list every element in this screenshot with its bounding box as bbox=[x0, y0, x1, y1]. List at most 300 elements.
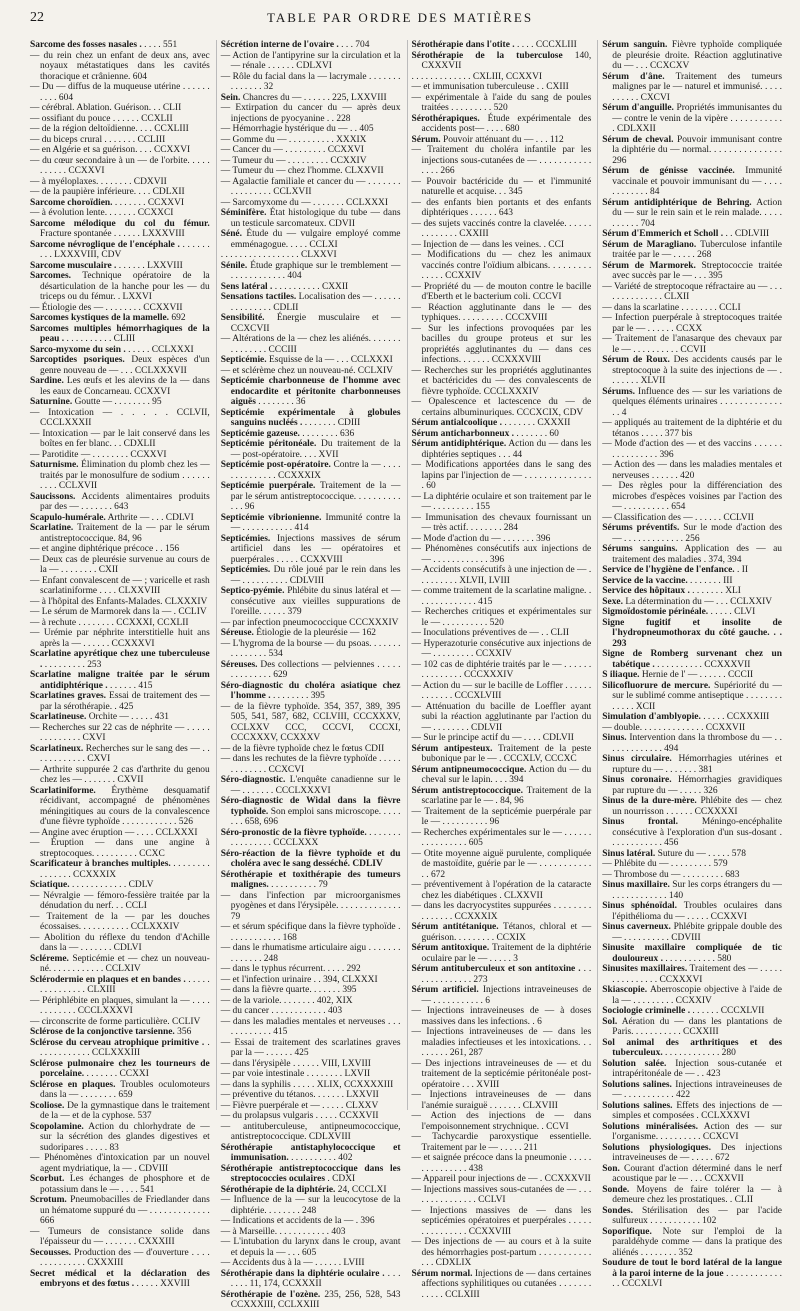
index-term: Sérothérapie dans l'otite . bbox=[411, 40, 515, 50]
index-term: Sinus maxillaire. bbox=[602, 880, 670, 890]
index-term-detail: Aération du — dans les plantations de Paris. . . . . . . . . . . CCXXIII bbox=[612, 1016, 782, 1037]
index-subentry: — des sujets vaccinés contre la clavelée. . . . . . . . . . . . . . CXXIII bbox=[411, 218, 592, 239]
index-term-detail: . . . . . . . . . . . . CCLXXXIII bbox=[40, 1037, 210, 1058]
index-term-detail: Goutte — . . . . . . . . 95 bbox=[72, 397, 162, 407]
index-term-detail: . CDXI bbox=[325, 1174, 356, 1184]
index-term: Sens latéral . bbox=[220, 281, 273, 292]
index-entry-heading bbox=[30, 355, 210, 376]
index-entry-heading bbox=[602, 880, 782, 901]
index-term: Sérothérapie de la tuberculose bbox=[411, 50, 563, 61]
index-entry-heading bbox=[221, 208, 401, 229]
index-entry-heading bbox=[412, 964, 592, 985]
index-term: Séro-diagnostic de Widal dans la fièvre typhoïde. bbox=[220, 796, 401, 817]
index-subentry: — du biceps crural . . . . . . . CCLIII bbox=[30, 134, 166, 145]
index-term-detail: Recherches sur le sang des — . . . . . . . . . . . . CXVI bbox=[40, 743, 210, 764]
index-term-detail: . . . . CCCXLIII bbox=[514, 40, 577, 50]
index-entry-heading bbox=[221, 1185, 401, 1196]
index-term-detail: Hernie de l' — . . . . . . CCCII bbox=[639, 670, 754, 680]
index-entry-heading bbox=[602, 985, 782, 1006]
index-term-detail: . . . . . . . . . . . . . . . . CCCLXXX bbox=[230, 827, 401, 848]
index-term: Signe de Romberg survenant chez un tabétique . bbox=[602, 649, 782, 670]
index-subentry: — de la fièvre typhoïde. 354, 357, 389, 395 505, 541, 587, 682, CCLVIII, CCCXXXV, CCLXXV CCC, CCCVI, CCCXI, CCCXXXV, CCXXXV bbox=[220, 701, 401, 743]
index-term-detail: Propriétés immunisantes du — contre le venin de la vipère . . . . . . . . . . . . CDLXXII bbox=[612, 103, 782, 134]
index-term: Sarcomes kystiques de la mamelle. bbox=[30, 313, 170, 323]
index-subentry: — Thrombose du — . . . . . . . . . 683 bbox=[602, 869, 740, 880]
index-entry-heading bbox=[602, 40, 782, 72]
index-subentry: — Des injections intraveineuses de — et du traitement de la septicémie péritonéale post-opératoire . . . XVIII bbox=[411, 1058, 592, 1090]
index-subentry: — de la région deltoïdienne. . . . CCXLIII bbox=[30, 124, 189, 134]
index-subentry: — Des règles pour la différenciation des microbes d'espèces voisines par l'action des — . . . . . . . . . . 654 bbox=[602, 481, 782, 512]
index-entry-heading bbox=[221, 681, 401, 702]
index-subentry: — Pouvoir bactéricide du — et l'immunité naturelle et acquise. . . 345 bbox=[411, 176, 592, 197]
index-term-detail: . . . . . . . . . . . . . 273 bbox=[421, 964, 592, 985]
index-entry-heading bbox=[602, 166, 782, 198]
index-term: Sinus frontal. bbox=[602, 817, 679, 827]
index-subentry: — à évolution lente. . . . . . . CCXXCI bbox=[30, 208, 174, 218]
index-term-detail: Production des — d'ouverture . . . . . . . . . . . . . . CXXXIII bbox=[40, 1247, 210, 1268]
index-entry-heading bbox=[30, 1269, 210, 1290]
index-entry-heading bbox=[30, 523, 210, 544]
index-entry-heading bbox=[602, 523, 782, 544]
index-term: Sérum d'anguille. bbox=[602, 103, 674, 113]
index-subentry: — La diphtérie oculaire et son traitement par le — . . . . . . . . . 155 bbox=[411, 491, 592, 512]
index-term: Sinus circulaire. bbox=[602, 754, 672, 764]
index-term: Sein. bbox=[220, 92, 241, 103]
index-subentry: — Traitement du choléra infantile par les injections sous-cutanées de — . . . . . . . . . . . . . . . 266 bbox=[411, 145, 592, 176]
index-term-detail: Stérilisation des — par l'acide sulfureux . . . . . . . . . . . 102 bbox=[612, 1205, 782, 1226]
index-term-detail: État histologique du tube — dans un testicule sarcomateux. CDVII bbox=[230, 208, 401, 229]
index-subentry: — Rôle du facial dans la — lacrymale . . . . . . . . . . . . . . 32 bbox=[220, 71, 401, 92]
index-entry-heading bbox=[602, 586, 782, 597]
index-term-detail: Esquisse de la — . . . CCLXXXI bbox=[266, 355, 393, 365]
index-term: Sénile. bbox=[220, 260, 248, 271]
index-subentry: — du cancer . . . . . . . . . . . . 403 bbox=[220, 1006, 343, 1016]
index-term-detail: Des injections intraveineuses de — . . . . . 672 bbox=[612, 1142, 783, 1163]
index-term: Sinusites maxillaires. bbox=[602, 964, 688, 974]
index-subentry: — Classification des — . . . . . . CCLVII bbox=[602, 512, 754, 523]
index-subentry: — appliqués au traitement de la diphtérie et du tétanos . . . . . 377 bis bbox=[602, 418, 782, 439]
index-term: Sensibilité. bbox=[220, 313, 265, 323]
index-term-detail: Sur le mode d'action des — . . . . . . . . . . . . . 256 bbox=[612, 523, 782, 544]
index-term-detail: Injection sous-cutanée et intrapéritonéale de — . . 423 bbox=[612, 1058, 782, 1079]
index-term-detail: Action du chlorhydrate de — sur la sécrétion des glandes digestives et sudoripares . . . . . 83 bbox=[40, 1121, 210, 1153]
index-term-detail: Phlébite des — chez un nourrisson . . . . . . CCXXXXI bbox=[612, 796, 782, 817]
index-term-detail: . . . . . CCLXXXI bbox=[125, 344, 194, 355]
index-term: Sérum de cheval. bbox=[602, 134, 674, 145]
index-term-detail: Injections intraveineuses de — . . . . . . . . . . . 6 bbox=[421, 985, 592, 1006]
index-subentry: — Accidents dus à la — . . . . . . LVIII bbox=[220, 1258, 365, 1268]
index-term: Sarcome choroïdien. bbox=[30, 197, 113, 208]
index-term: Silicofluorure de mercure. bbox=[602, 680, 711, 691]
index-term-detail: . II bbox=[734, 565, 748, 575]
index-subentry: — L'intubation du larynx dans le croup, avant et depuis la — . . . 605 bbox=[220, 1237, 401, 1258]
index-term: Solutions salines. bbox=[602, 1079, 672, 1090]
index-subentry: — Urémie par néphrite interstitielle huit ans après la — . . . . . . CCXXXVI bbox=[30, 628, 210, 649]
index-entry-heading bbox=[602, 775, 782, 796]
index-entry-heading bbox=[221, 376, 401, 408]
index-subentry: — Sur le principe actif du — . . . . CDLVII bbox=[411, 733, 574, 743]
index-entry-heading bbox=[30, 859, 210, 880]
index-term-detail: . . . . . . . . 636 bbox=[299, 428, 355, 439]
index-entry-heading bbox=[602, 544, 782, 565]
index-entry-heading bbox=[30, 1038, 210, 1059]
index-term: Scrotum. bbox=[30, 1195, 67, 1205]
index-entry-heading bbox=[221, 1269, 401, 1290]
index-entry-heading bbox=[221, 628, 401, 639]
index-subentry: — Action du — sur le bacille de Loffler . . . . . . . . . . . . . CCCXLVIII bbox=[411, 680, 592, 701]
index-entry-heading bbox=[602, 901, 782, 922]
index-term: Septicémie puerpérale. bbox=[220, 481, 316, 491]
index-entry-heading bbox=[602, 817, 782, 849]
index-term-detail: . . . . . . CCCXLVII bbox=[690, 1006, 765, 1016]
index-term: Sérum antituberculeux et son antitoxine . bbox=[411, 964, 581, 974]
index-term: Séro-diagnostic. bbox=[220, 775, 286, 785]
index-entry-heading bbox=[221, 1164, 401, 1185]
index-term: Sclérose en plaques. bbox=[30, 1079, 116, 1090]
index-term-detail: Traitement des tumeurs malignes par le — naturel et immunisé. . . . . . . . . . . CXCVI bbox=[612, 71, 782, 103]
index-subentry: — Traitement de l'anasarque des chevaux par le — . . . . . . . . . . CCVII bbox=[602, 334, 782, 355]
index-term: Septicémies. bbox=[220, 533, 271, 544]
index-term-detail: Pneumobacilles de Friedlander dans un hématome suppuré du — . . . . . . . . . . . . . 666 bbox=[40, 1195, 210, 1226]
index-term-detail: . . . . . . . 11, 174, CCXXXII bbox=[230, 1268, 401, 1289]
index-subentry: — Mode d'action des — et des vaccins . . . . . . . . . . . . . . . . 396 bbox=[602, 439, 782, 460]
index-subentry: — par infection pneumococcique CCCXXXIV bbox=[220, 617, 399, 628]
index-term-detail: . . . . . . LXXVIII bbox=[116, 260, 183, 271]
index-subentry: — préventivement à l'opération de la cataracte chez les diabétiques . CLXXVII bbox=[411, 880, 592, 901]
index-subentry: — Fièvre puerpérale et — . . . . . CLXXV bbox=[220, 1100, 379, 1111]
index-entry-heading bbox=[602, 240, 782, 261]
index-entry-heading bbox=[602, 649, 782, 670]
index-term-detail: Essai de traitement des — par la sérothérapie. . 425 bbox=[40, 691, 210, 712]
index-entry-heading bbox=[30, 492, 210, 513]
index-term: Septicémie péritonéale. bbox=[220, 439, 317, 449]
index-term-detail: Moyens de faire tolérer la — à demeure chez les prostatiques. . CLII bbox=[612, 1184, 782, 1205]
index-entry-heading bbox=[602, 1143, 782, 1164]
index-term-detail: Étiologie de la pleurésie — 162 bbox=[253, 628, 377, 638]
index-term: Sécrétion interne de l'ovaire . bbox=[220, 40, 339, 50]
index-term: Sérums. bbox=[602, 386, 636, 397]
index-entry-heading bbox=[221, 870, 401, 891]
index-entry-heading bbox=[602, 681, 782, 713]
index-term: Sarcome névroglique de l'encéphale . bbox=[30, 239, 180, 250]
index-term: Sérum de Roux. bbox=[602, 355, 670, 365]
index-term: Solution salée. bbox=[602, 1058, 667, 1069]
index-entry-heading bbox=[30, 786, 210, 828]
index-term-detail: . . . . . . . . . . . . . . . CLXIII bbox=[40, 974, 210, 995]
index-subentry: — Influence de la — sur la leucocytose de la diphtérie. . . . . . . . 248 bbox=[220, 1195, 401, 1216]
index-term: Sociologie criminelle . bbox=[602, 1006, 691, 1016]
index-subentry: — et angine diphtérique précoce . . 156 bbox=[30, 544, 180, 554]
index-term-detail: Accidents alimentaires produits par des — . . . . . . . 643 bbox=[40, 491, 210, 512]
index-term: Septicémies. bbox=[220, 565, 271, 575]
index-entry-heading bbox=[412, 985, 592, 1006]
index-subentry: — du prolapsus vulgaris . . . . . CCXXVII bbox=[220, 1111, 379, 1121]
index-term: Sérothérapie antistaphylococcique et immunisation. bbox=[220, 1142, 401, 1163]
index-term-detail: 692 bbox=[169, 313, 186, 323]
index-term: Sérum d'Emmerich et Scholl . bbox=[602, 229, 724, 239]
index-term-detail: Les échanges de phosphore et de potassium dans le — . . . . 541 bbox=[40, 1174, 210, 1195]
index-term: Sexe. bbox=[602, 596, 623, 607]
index-subentry: — à l'hôpital des Enfants-Malades. CLXXXIV bbox=[30, 596, 208, 607]
index-subentry: — ossifiant du pouce . . . . . . CCXLII bbox=[30, 113, 173, 124]
index-columns bbox=[30, 40, 783, 1310]
index-term: Sol animal des arthritiques et des tuberculeux. bbox=[602, 1037, 782, 1058]
index-term: Sciatique. bbox=[30, 880, 70, 890]
index-term-detail: . . . . . . . CXXXII bbox=[501, 418, 571, 428]
index-entry-heading bbox=[30, 460, 210, 492]
index-subentry: — dans les dacryocystites suppurées . . . . . . . . . . . . . . . CCXXXIX bbox=[411, 901, 592, 922]
index-term: Septicémie post-opératoire. bbox=[220, 460, 331, 470]
index-term-detail: . . . . . CCXXXIII bbox=[700, 712, 770, 722]
index-term-detail: Effets des injections de — simples et composées . CCLXXXVI bbox=[612, 1100, 782, 1121]
index-term: Scléreme. bbox=[30, 953, 69, 964]
index-subentry: — Enfant convalescent de — ; varicelle et rash scarlatiniforme . . . . CLXXVIII bbox=[30, 575, 210, 596]
index-entry-heading bbox=[221, 775, 401, 796]
index-entry-heading bbox=[30, 1248, 210, 1269]
index-term: Sérothérapie dans la diphtérie oculaire . bbox=[220, 1268, 385, 1279]
index-term: Solutions physiologiques. bbox=[602, 1142, 711, 1153]
index-subentry: — Action de l'antipyrine sur la circulation et la — rénale . . . . . . CDLXVI bbox=[220, 50, 401, 71]
index-entry-heading bbox=[412, 922, 592, 943]
index-term-detail: Traitement de la peste bubonique par le — . CCCXLV, CCCXC bbox=[421, 743, 592, 764]
index-entry-heading bbox=[602, 1122, 782, 1143]
index-subentry: — Recherches critiques et expérimentales sur le — . . . . . . . . . . 520 bbox=[411, 607, 592, 628]
index-entry-heading bbox=[221, 313, 401, 334]
index-subentry: — Du — diffus de la muqueuse utérine . . . . . . . . . . 604 bbox=[30, 82, 210, 103]
index-subentry: — Traitement de la septicémie puerpérale par le — . . . . . . . . . . 96 bbox=[411, 806, 592, 827]
index-subentry: — 102 cas de diphtérie traités par le — . . . . . . . . . . . . . . . CCCXXXIV bbox=[411, 659, 592, 680]
index-term-detail: 140, CXXXVII bbox=[421, 50, 592, 71]
index-term: Sinusite maxillaire compliquée de tic douloureux . bbox=[602, 943, 782, 964]
index-term: Sarcomes multiples hémorrhagiques de la peau . bbox=[30, 323, 210, 344]
index-term: Sclérose du cerveau atrophique primitive . bbox=[30, 1037, 205, 1048]
index-term: Septicémie charbonneuse de l'homme avec endocardite et péritonite charbonneuses aiguës bbox=[220, 376, 401, 407]
index-subentry: — dans la fièvre quarte. . . . . . . 395 bbox=[220, 985, 357, 995]
index-term: Sérothérapie antistreptococcique dans les streptococcies oculaires bbox=[220, 1163, 401, 1184]
index-term-detail: Tétanos, chloral et — guérison. . . . . . . . . CCXIX bbox=[421, 922, 592, 943]
index-term-detail: De la gymnastique dans le traitement de la — et de la cyphose. 537 bbox=[40, 1100, 210, 1121]
index-term: Sarcome musculaire . bbox=[30, 260, 117, 271]
index-term-detail: . . . . . . . XLI bbox=[689, 586, 741, 596]
index-term: Septicémie expérimentale à globules sanguins nucléés . bbox=[220, 407, 401, 428]
index-term: Séro-diagnostic du choléra asiatique chez l'homme . bbox=[220, 680, 401, 701]
index-subentry: — à rechute . . . . . . . . CCXXXI, CCXLII bbox=[30, 617, 189, 628]
index-subentry: — dans le rhumatisme articulaire aigu . . . . . . . . . . . . . . 248 bbox=[220, 943, 401, 964]
index-term: Séreuses. bbox=[220, 659, 258, 670]
index-subentry: — préventive du tétanos. . . . . . . LXXVII bbox=[220, 1090, 379, 1100]
index-term-detail: Les œufs et les alevins de la — dans les eaux de Concarneau. CCXXVI bbox=[40, 376, 210, 397]
index-entry-heading bbox=[602, 103, 782, 135]
index-term: Secret médical et la déclaration des embryons et des fœtus . bbox=[30, 1268, 210, 1289]
index-entry-heading bbox=[221, 408, 401, 429]
index-term: Sérum de Maragliano. bbox=[602, 239, 697, 250]
index-term: Sondes. bbox=[602, 1205, 633, 1216]
index-column-2 bbox=[216, 40, 401, 1310]
index-term: Sérum antistreptococcique. bbox=[411, 785, 523, 796]
index-term-detail: Étude du — vulgaire employé comme emménagogue. . . . . CCLXI bbox=[230, 229, 401, 250]
index-term: Sarcome mélodique du col du fémur. bbox=[30, 218, 210, 229]
index-subentry: — Appareil pour injections de — . CCXXXVII bbox=[411, 1174, 591, 1184]
index-term-detail: . . . . . . . . . . . . . . . CCXXXIX bbox=[40, 859, 210, 880]
index-term: Sarco-myxome du sein . bbox=[30, 344, 126, 355]
index-term: Sonde. bbox=[602, 1184, 630, 1195]
index-subentry: — Variété de streptocoque réfractaire au — . . . . . . . . . . . . . . CLXII bbox=[602, 281, 782, 302]
index-term: Sarcome des fosses nasales . bbox=[30, 40, 142, 50]
index-term: Séreuse. bbox=[220, 628, 254, 638]
index-term: Sinus coronaire. bbox=[602, 775, 672, 785]
index-term-detail: Élimination du plomb chez les — traités par le monosulfure de sodium . . . . . . . . . . CCLXVII bbox=[40, 460, 210, 491]
index-subentry: — expérimentale à l'aide du sang de poules traitées . . . . . . . . . 520 bbox=[411, 92, 592, 113]
index-term: Sinus de la dure-mère. bbox=[602, 796, 697, 806]
index-term: Scarlatiniforme. bbox=[30, 785, 96, 796]
index-term-detail: Intervention dans la thrombose du — . . . . . . . . . . . . . 494 bbox=[612, 733, 782, 754]
index-subentry: — Gomme du — . . . . . . . . . . XXXIX bbox=[220, 134, 367, 145]
index-entry-heading bbox=[30, 1080, 210, 1101]
index-subentry: — Action des — dans les maladies mentales et nerveuses . . . . . . 420 bbox=[602, 460, 782, 481]
index-subentry: — Angine avec éruption — . . . . CCLXXXI bbox=[30, 827, 198, 838]
index-term-detail: Technique opératoire de la désarticulation de la hanche pour les — du triceps ou du fémur. . LXXVI bbox=[40, 271, 210, 302]
index-entry-heading bbox=[602, 198, 782, 230]
index-subentry: — et l'infection urinaire . . 394, CLXXXI bbox=[220, 974, 378, 985]
index-term-detail: Action du — du cheval sur le lapin. . . . 394 bbox=[421, 764, 592, 785]
index-term-detail: Fracture spontanée . . . . . . LXXXVIII bbox=[40, 229, 185, 239]
index-term: Septicémie vibrionienne. bbox=[220, 512, 322, 523]
index-term-detail: Streptococcie traitée avec succès par le — . . . 395 bbox=[612, 260, 783, 281]
index-term-detail: . . . . . . . III bbox=[687, 575, 733, 586]
index-subentry: — Périphlébite en plaques, simulant la — . . . . . . . . . . . . CCCLXXXVI bbox=[30, 995, 210, 1016]
index-term-detail: . . . . 551 bbox=[141, 40, 178, 50]
index-term-detail: Sur les corps étrangers du — . . . . . . . . . . . . 140 bbox=[612, 880, 782, 901]
index-term-detail: . . . . . . . . . . . . . . CCCXLVI bbox=[612, 1268, 782, 1289]
index-entry-heading bbox=[602, 135, 782, 167]
index-term: Septicémie. bbox=[220, 355, 267, 365]
index-term-detail: Injections intraveineuses de — . . . . . . . . . . . 422 bbox=[612, 1079, 782, 1100]
index-term-detail: Application des — au traitement des maladies . 374, 394 bbox=[612, 544, 782, 565]
index-term-detail: 24, CCCLXI bbox=[335, 1184, 387, 1195]
index-subentry: — Sur les infections provoquées par les bacilles du groupe proteus et sur les propriétés agglutinantes du — dans ces infections. . . . . . . CCXXXVIII bbox=[411, 323, 592, 365]
index-entry-heading bbox=[221, 292, 401, 313]
index-subentry: — du cœur secondaire à un — de l'orbite. . . . . . . . . . . CCXXVI bbox=[30, 155, 210, 176]
index-term-detail: . . . . . . . . . . CLIII bbox=[64, 334, 136, 344]
index-term-detail: Immunité contre la — . . . . . . . . . . . 414 bbox=[230, 512, 401, 533]
page-number: 22 bbox=[30, 10, 44, 25]
index-term-detail: L'enquête canadienne sur le — . . . . . . . CCCLXXXVI bbox=[230, 775, 401, 796]
index-entry-heading bbox=[221, 229, 401, 250]
index-entry-heading bbox=[221, 1290, 401, 1311]
index-entry-heading bbox=[221, 481, 401, 513]
index-entry-heading bbox=[602, 576, 782, 587]
index-entry-heading bbox=[221, 828, 401, 849]
index-entry-heading bbox=[30, 40, 210, 51]
index-term-detail: Méningo-encéphalite consécutive à l'exploration d'un sus-dosant . . . . . . . . . . . . 456 bbox=[612, 817, 783, 848]
index-term-detail: Action du — sur le rein sain et le rein malade. . . . . . . . . . . 704 bbox=[612, 197, 782, 229]
index-term-detail: Son emploi sans microscope. . . . . . . . 658, 696 bbox=[230, 806, 401, 827]
index-subentry: — Action des injections de — dans l'empoisonnement strychnique. . CCVI bbox=[411, 1111, 592, 1132]
index-entry-heading bbox=[602, 1227, 782, 1259]
index-entry-heading bbox=[602, 1206, 782, 1227]
index-subentry: — Injections massives sous-cutanées de — . . . . . . . . . . . . . . . CCLVI bbox=[411, 1184, 592, 1205]
index-subentry: — Recherches sur les propriétés agglutinantes et bactéricides du — des convalescents de fièvre typhoïde. CCCLXXXIV bbox=[411, 365, 592, 397]
index-term-detail: Phlébite du sinus latéral et — consécutive aux vieilles suppurations de l'oreille. . . . . . 379 bbox=[230, 586, 401, 617]
index-subentry: — Essai de traitement des scarlatines graves par la — . . . . . . 425 bbox=[220, 1037, 401, 1058]
index-subentry: — dans la syphilis . . . . . XLIX, CCXXXXIII bbox=[220, 1079, 394, 1090]
index-entry-heading bbox=[30, 1059, 210, 1080]
index-term: Scapulo-humérale. bbox=[30, 512, 106, 523]
index-subentry: — Tumeur du — chez l'homme. CLXXVII bbox=[220, 166, 384, 176]
index-term: Sarcomes. bbox=[30, 271, 71, 281]
index-subentry: — Étiologie des — . . . . . . . . CCXXVII bbox=[30, 302, 183, 313]
index-term: Secousses. bbox=[30, 1247, 72, 1258]
index-term: Saturnine. bbox=[30, 397, 73, 407]
index-subentry: — dans le typhus récurrent. . . . . 292 bbox=[220, 964, 361, 974]
index-term: Scarlatine apyrétique chez une tuberculeuse . bbox=[30, 649, 210, 670]
index-entry-heading bbox=[30, 670, 210, 691]
index-term-detail: Suture du — . . . . . 578 bbox=[655, 848, 746, 859]
index-subentry: — dans les maladies mentales et nerveuses . . . . . . . . . . . . 415 bbox=[220, 1016, 401, 1037]
index-subentry: — Réaction agglutinante dans le — des typhiques. . . . . . . . . . CCCXVIII bbox=[411, 302, 592, 323]
index-subentry: — Cancer du — . . . . . . . . . CCXXVI bbox=[220, 145, 364, 155]
index-entry-heading bbox=[30, 324, 210, 345]
index-entry-heading bbox=[602, 1101, 782, 1122]
index-subentry: — et immunisation tuberculeuse . . CXIII bbox=[411, 82, 569, 92]
index-subentry: — Hyperazoturie consécutive aux injections de — . . . . . . . . . CCXXIV bbox=[411, 638, 592, 659]
index-entry-heading bbox=[412, 51, 592, 72]
index-entry-heading bbox=[30, 376, 210, 397]
index-term: Sérums sanguins. bbox=[602, 544, 678, 554]
index-subentry: — des enfants bien portants et des enfants diphtériques . . . . . . 643 bbox=[411, 197, 592, 218]
index-term: Sérum normal. bbox=[411, 1268, 473, 1279]
index-entry-heading bbox=[412, 1269, 592, 1301]
index-entry-heading bbox=[602, 922, 782, 943]
index-term: Sérums préventifs. bbox=[602, 523, 680, 533]
index-term-detail: Contre la — . . . . . . . . . . . . . . CCXXXIX bbox=[230, 460, 401, 481]
index-term-detail: . . . . . . . . . . CXXII bbox=[272, 281, 349, 292]
index-entry-heading bbox=[602, 1164, 782, 1185]
index-entry-heading bbox=[30, 313, 210, 324]
index-term-detail: Traitement de la scarlatine par le — . 84, 96 bbox=[421, 785, 592, 806]
index-entry-heading bbox=[221, 660, 401, 681]
index-term-detail: Action des — sur l'organisme. . . . . . . . . . CCXCVI bbox=[612, 1121, 783, 1142]
index-subentry: — Recherches expérimentales sur le — . . . . . . . . . . . . . . . . 605 bbox=[411, 827, 592, 848]
index-term-detail: . . . . . . . 60 bbox=[514, 428, 559, 439]
index-subentry: — Accidents consécutifs à une injection de — . . . . . . . . . XLVII, LVIII bbox=[411, 565, 592, 586]
index-term: Scarlatineux. bbox=[30, 743, 84, 754]
index-term-detail: Localisation des — . . . . . . . . . . . . . . . CDLII bbox=[230, 292, 401, 313]
index-entry-heading bbox=[221, 460, 401, 481]
index-term: Séro-pronostic de la fièvre typhoïde. bbox=[220, 827, 367, 838]
index-term-detail: Traitement de la — par le sérum antistreptococcique. 84, 96 bbox=[40, 523, 210, 544]
index-entry-heading bbox=[602, 964, 782, 985]
index-term: Saucissons. bbox=[30, 491, 76, 502]
index-term-detail: Deux espèces d'un genre nouveau de — . . . CCLXXXVII bbox=[40, 355, 210, 376]
index-subentry: — cérébral. Ablation. Guérison. . . CLII bbox=[30, 103, 182, 113]
index-column-4 bbox=[597, 40, 783, 1289]
index-term: Sol. bbox=[602, 1016, 618, 1027]
index-term-detail: Influence des — sur les variations de quelques éléments urinaires . . . . . . . . . . . . . . . 4 bbox=[612, 386, 782, 418]
index-term-detail: Étude graphique sur le tremblement — . . . . . . . . . . . . 404 bbox=[230, 260, 401, 281]
index-term-detail: Du traitement de la — post-opératoire. . . . XVII bbox=[230, 439, 401, 460]
index-term-detail: . . . . . . . . . LXXXVIII, CDV bbox=[40, 239, 210, 260]
index-subentry: . . . . . . . . . . . . . . . . . CLXXVI bbox=[220, 250, 337, 260]
index-term-detail: Traitement de la diphtérie oculaire par le — . . . . . 3 bbox=[421, 943, 592, 964]
index-term: Sérothérapie et toxithérapie des tumeurs malignes. bbox=[220, 869, 401, 890]
index-entry-heading bbox=[221, 261, 401, 282]
index-subentry: — Atténuation du bacille de Loeffler ayant subi la réaction agglutinante par l'action du — . . . . . . . . CDLVII bbox=[411, 701, 592, 733]
index-subentry: — en Algérie et sa guérison. . . . CCXXVI bbox=[30, 145, 191, 155]
index-entry-heading bbox=[412, 765, 592, 786]
index-term-detail: . . . . . . . . . . . . CDLV bbox=[69, 880, 154, 890]
index-term: Soporifique. bbox=[602, 1226, 652, 1237]
